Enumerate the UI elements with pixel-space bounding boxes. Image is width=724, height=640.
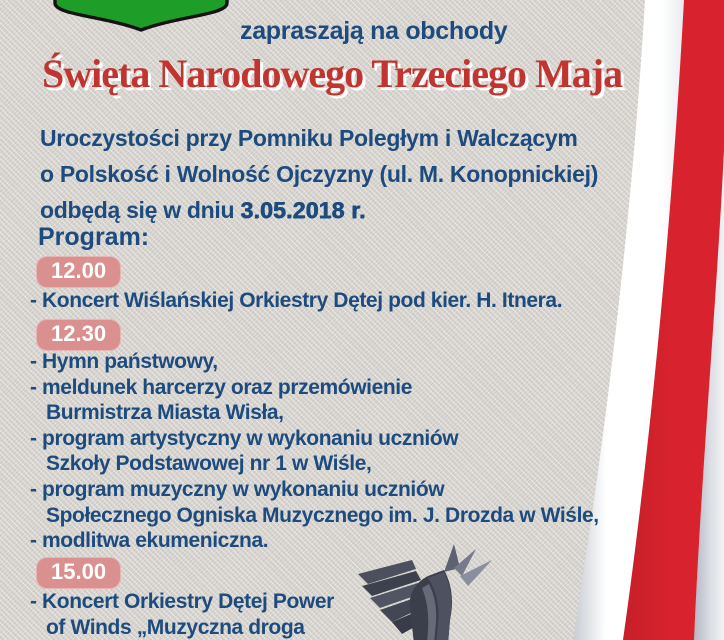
intro-paragraph [40,120,598,228]
schedule-line: Szkoły Podstawowej nr 1 w Wiśle, [46,452,372,476]
poster-title: Święta Narodowego Trzeciego Maja [42,51,623,96]
intro-line-1: Uroczystości przy Pomniku Poległym i Walczącym [40,125,578,151]
schedule-block-12-00 [30,288,562,314]
schedule-line: of Winds „Muzyczna droga [46,616,305,639]
intro-line-2: o Polskość i Wolność Ojczyzny (ul. M. Konopnickiej) [40,161,599,187]
green-shield-crest [52,0,230,34]
schedule-line: Społecznego Ogniska Muzycznego im. J. Drozda w Wiśle, [46,503,599,527]
schedule-line: - Koncert Wiślańskiej Orkiestry Dętej pod kier. H. Itnera. [30,289,563,312]
schedule-line: - meldunek harcerzy oraz przemówienie [30,375,412,399]
event-date: 3.05.2018 r. [240,197,366,223]
time-badge-12-00: 12.00 [36,256,121,288]
invitation-line: zapraszają na obchody [240,17,508,45]
intro-line-3-text: odbędą się w dniu [40,197,241,223]
time-badge-15-00: 15.00 [36,557,121,589]
eagle-monument-statue [348,544,508,640]
schedule-line: - Hymn państwowy, [30,350,218,373]
schedule-block-12-30 [30,349,599,554]
time-badge-12-30: 12.30 [36,319,121,351]
program-heading: Program: [38,223,150,251]
schedule-line: - program artystyczny w wykonaniu uczniów [30,426,459,450]
schedule-line: - Koncert Orkiestry Dętej Power [30,590,334,613]
schedule-block-15-00 [30,589,334,640]
schedule-line: Burmistrza Miasta Wisła, [46,401,284,425]
schedule-line: - modlitwa ekumeniczna. [30,529,269,553]
schedule-line: - program muzyczny w wykonaniu uczniów [30,477,445,501]
